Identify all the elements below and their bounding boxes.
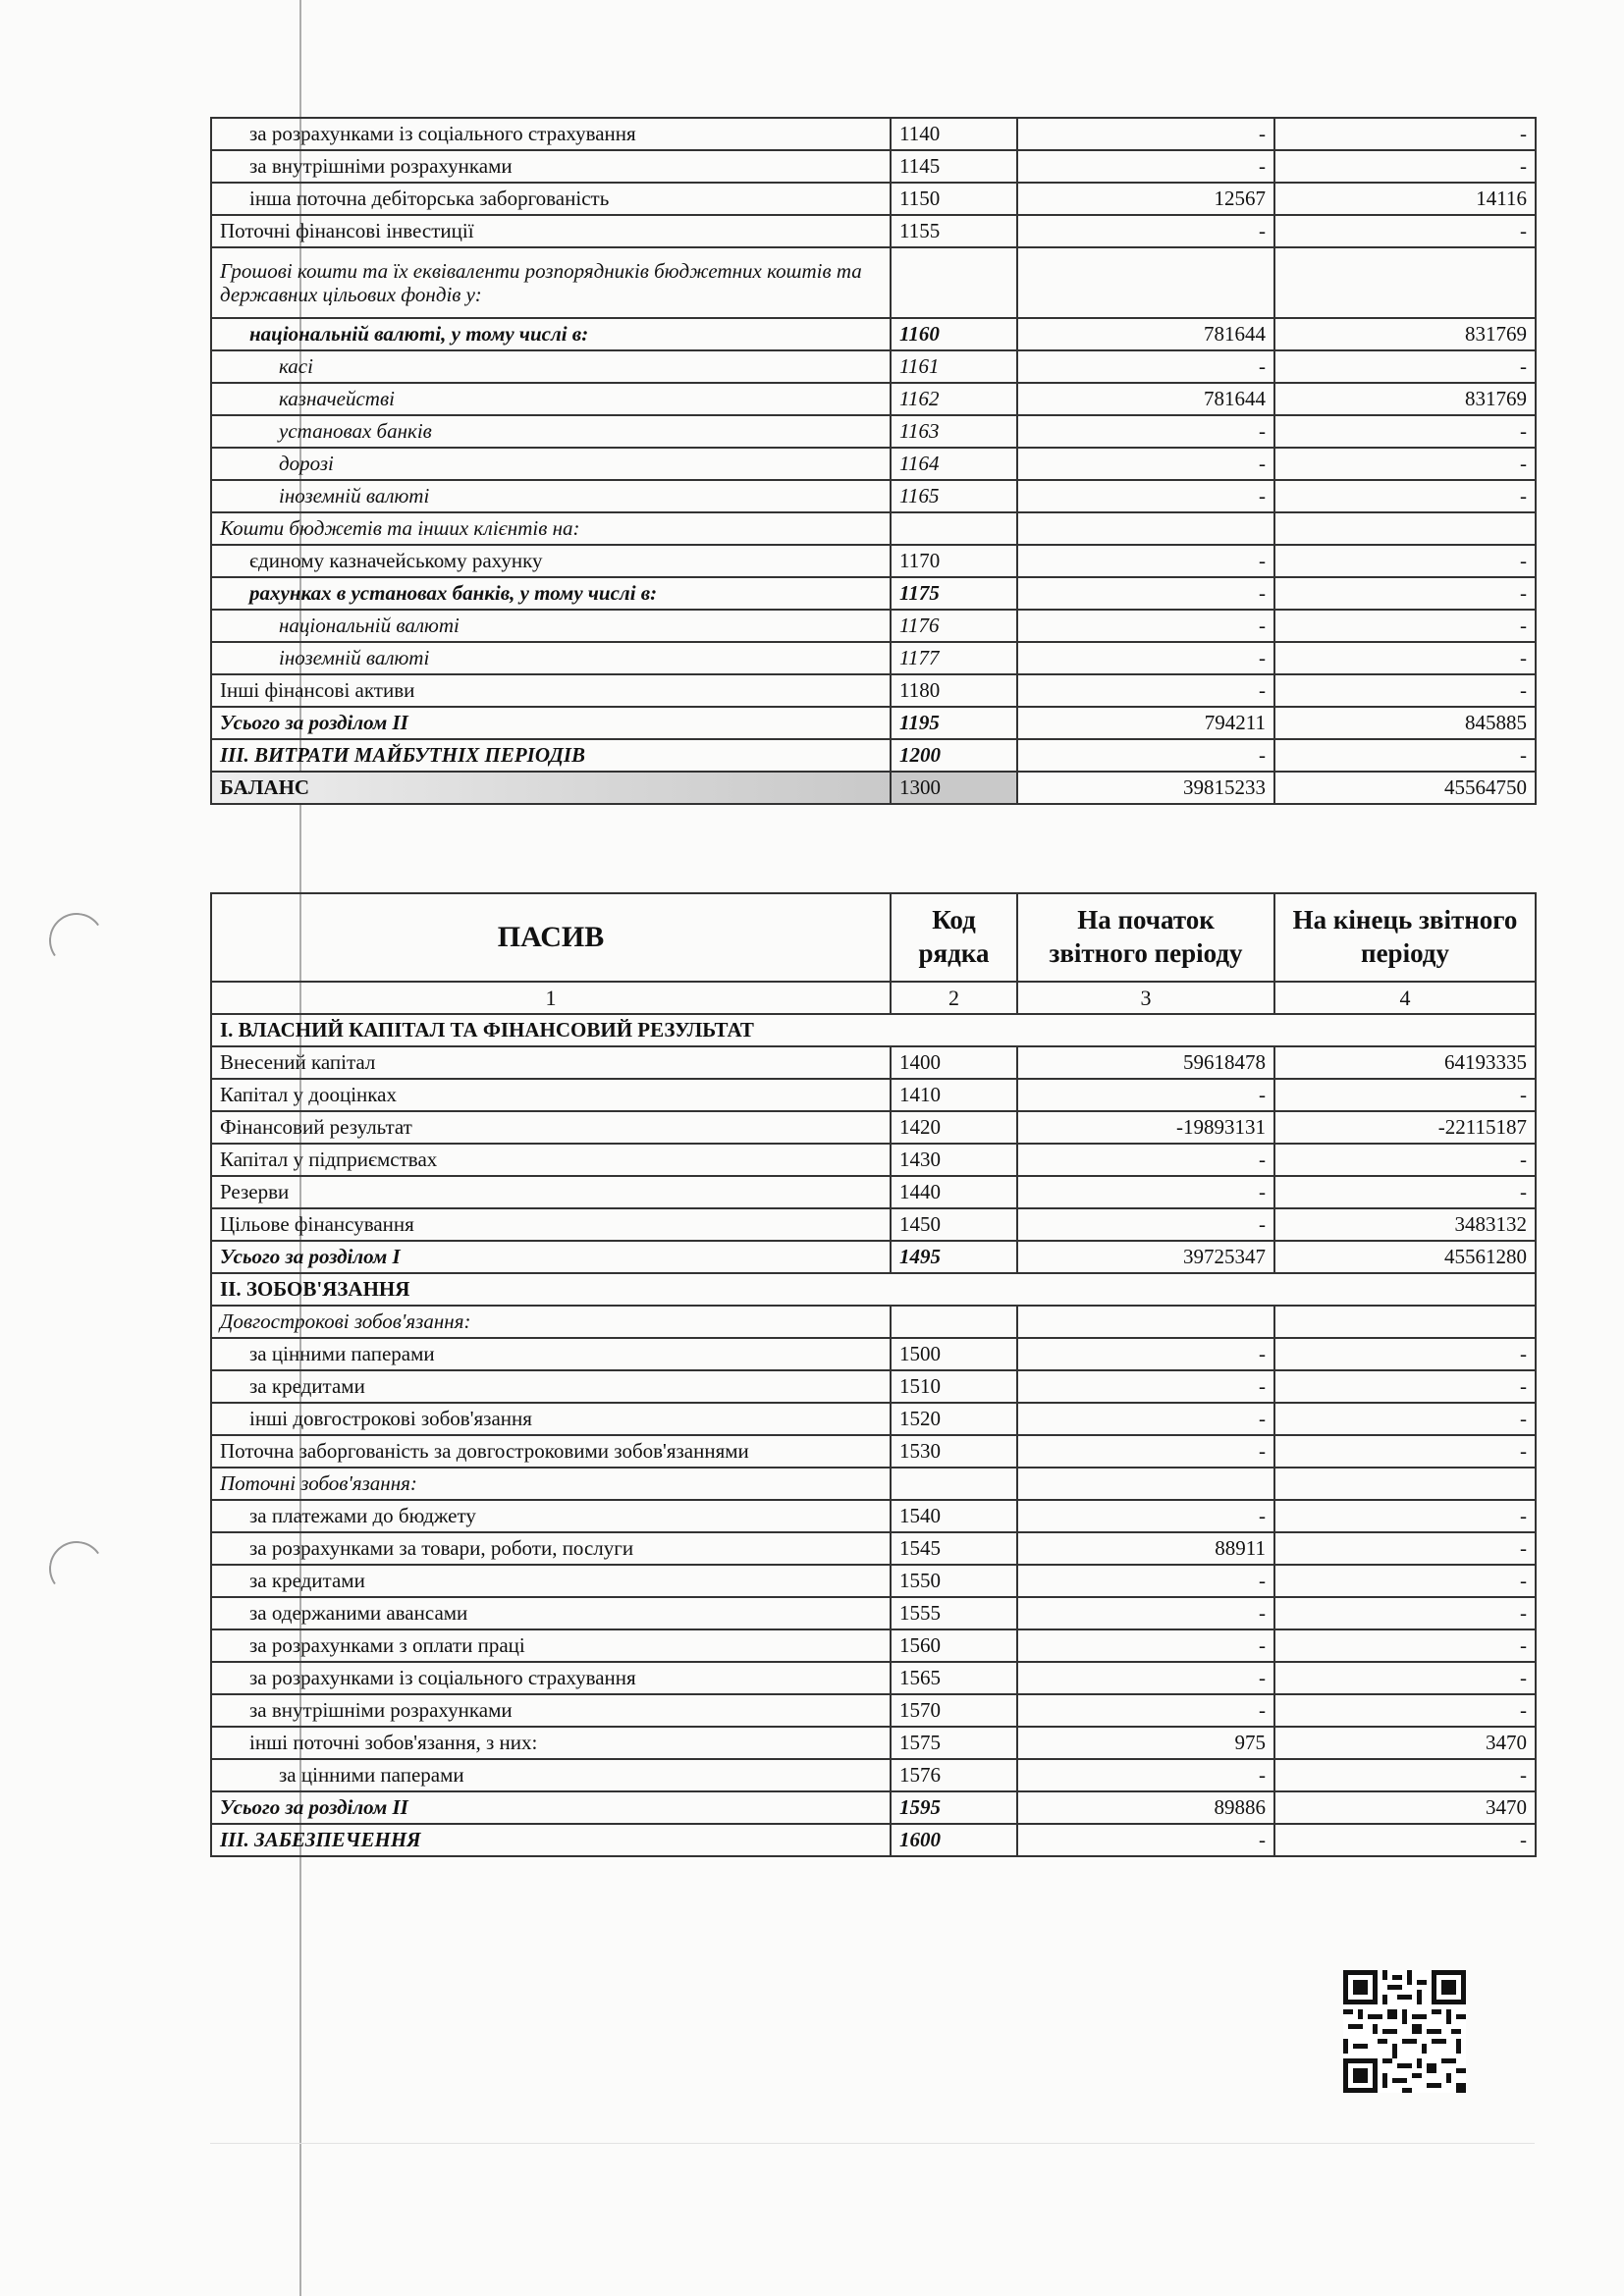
value-start-period: - [1017,215,1274,247]
row-label: за розрахунками із соціального страхування [211,1662,891,1694]
table-row [211,1500,1536,1532]
value-end-period: - [1274,1565,1536,1597]
value-end-period: - [1274,1597,1536,1629]
table-row [211,772,1536,804]
row-label: національній валюті [211,610,891,642]
row-label: Кошти бюджетів та інших клієнтів на: [211,512,891,545]
row-label: III. ВИТРАТИ МАЙБУТНІХ ПЕРІОДІВ [211,739,891,772]
table-row [211,1694,1536,1727]
value-start-period: - [1017,577,1274,610]
value-end-period: - [1274,739,1536,772]
value-start-period: - [1017,610,1274,642]
row-label: казначействі [211,383,891,415]
row-code: 1195 [891,707,1017,739]
value-start-period: - [1017,1176,1274,1208]
value-start-period: 39725347 [1017,1241,1274,1273]
row-label: інша поточна дебіторська заборгованість [211,183,891,215]
row-label: інші поточні зобов'язання, з них: [211,1727,891,1759]
row-code: 1555 [891,1597,1017,1629]
row-code [891,1468,1017,1500]
row-code: 1145 [891,150,1017,183]
punch-hole-mark [45,1537,109,1601]
row-code: 1175 [891,577,1017,610]
value-end-period: - [1274,150,1536,183]
row-code: 1560 [891,1629,1017,1662]
header-end-period: На кінець звітного періоду [1274,893,1536,982]
row-label: Поточна заборгованість за довгостроковими зобов'язаннями [211,1435,891,1468]
assets-table-body [211,118,1536,804]
row-code: 1161 [891,350,1017,383]
table-row [211,739,1536,772]
table-row [211,1662,1536,1694]
value-start-period: - [1017,1144,1274,1176]
table-row [211,1176,1536,1208]
table-row [211,1208,1536,1241]
row-code: 1165 [891,480,1017,512]
value-start-period: 12567 [1017,183,1274,215]
table-row [211,1727,1536,1759]
row-label: рахунках в установах банків, у тому числі в: [211,577,891,610]
row-label: за розрахунками за товари, роботи, послуги [211,1532,891,1565]
row-code: 1150 [891,183,1017,215]
table-row [211,215,1536,247]
value-end-period [1274,247,1536,318]
row-label: Фінансовий результат [211,1111,891,1144]
row-code: 1540 [891,1500,1017,1532]
punch-hole-mark [45,909,109,973]
value-start-period: - [1017,674,1274,707]
value-end-period: - [1274,1662,1536,1694]
row-code: 1575 [891,1727,1017,1759]
value-start-period: - [1017,1079,1274,1111]
table-row [211,1824,1536,1856]
row-label: за кредитами [211,1565,891,1597]
value-end-period: - [1274,1694,1536,1727]
row-code: 1163 [891,415,1017,448]
value-end-period: - [1274,415,1536,448]
value-start-period: - [1017,1662,1274,1694]
value-start-period: - [1017,350,1274,383]
column-index: 4 [1274,982,1536,1014]
value-end-period: - [1274,610,1536,642]
row-label: Капітал у підприємствах [211,1144,891,1176]
value-start-period: - [1017,739,1274,772]
value-start-period: 794211 [1017,707,1274,739]
row-code: 1177 [891,642,1017,674]
value-start-period: 59618478 [1017,1046,1274,1079]
value-end-period: - [1274,1629,1536,1662]
row-label: національній валюті, у тому числі в: [211,318,891,350]
row-code: 1200 [891,739,1017,772]
table-row [211,350,1536,383]
row-label: Довгострокові зобов'язання: [211,1306,891,1338]
column-index: 3 [1017,982,1274,1014]
value-end-period: 14116 [1274,183,1536,215]
value-start-period: - [1017,1597,1274,1629]
row-code: 1420 [891,1111,1017,1144]
value-end-period: - [1274,1338,1536,1370]
row-label: касі [211,350,891,383]
value-end-period: - [1274,1500,1536,1532]
table-row [211,183,1536,215]
row-label: за внутрішніми розрахунками [211,1694,891,1727]
row-code: 1440 [891,1176,1017,1208]
value-end-period: 64193335 [1274,1046,1536,1079]
value-start-period [1017,512,1274,545]
row-code: 1400 [891,1046,1017,1079]
row-code: 1595 [891,1791,1017,1824]
table-row [211,1144,1536,1176]
value-start-period: - [1017,642,1274,674]
row-label: за розрахунками з оплати праці [211,1629,891,1662]
value-start-period: - [1017,1403,1274,1435]
value-start-period: - [1017,150,1274,183]
table-row [211,1079,1536,1111]
value-end-period: 45564750 [1274,772,1536,804]
row-label: за кредитами [211,1370,891,1403]
value-end-period: - [1274,1435,1536,1468]
row-code: 1170 [891,545,1017,577]
table-row [211,1791,1536,1824]
value-start-period: 781644 [1017,383,1274,415]
row-label: іноземній валюті [211,480,891,512]
table-row [211,150,1536,183]
value-start-period: - [1017,1565,1274,1597]
row-code: 1450 [891,1208,1017,1241]
row-label: Інші фінансові активи [211,674,891,707]
value-end-period: 845885 [1274,707,1536,739]
header-start-period: На початок звітного періоду [1017,893,1274,982]
liabilities-header-row [211,893,1536,982]
row-label: Грошові кошти та їх еквіваленти розпорядників бюджетних коштів та державних цільових фондів у: [211,247,891,318]
row-label: установах банків [211,415,891,448]
value-start-period: - [1017,1629,1274,1662]
value-end-period [1274,1306,1536,1338]
row-code: 1160 [891,318,1017,350]
row-code: 1162 [891,383,1017,415]
value-end-period: - [1274,642,1536,674]
table-row [211,545,1536,577]
table-row [211,448,1536,480]
row-code [891,512,1017,545]
value-end-period: - [1274,215,1536,247]
value-start-period: 975 [1017,1727,1274,1759]
table-row [211,318,1536,350]
row-code: 1510 [891,1370,1017,1403]
value-start-period [1017,1306,1274,1338]
table-row [211,707,1536,739]
row-code: 1410 [891,1079,1017,1111]
value-start-period [1017,247,1274,318]
row-label: іноземній валюті [211,642,891,674]
table-row [211,512,1536,545]
value-start-period: - [1017,1370,1274,1403]
value-start-period: - [1017,118,1274,150]
value-start-period: 781644 [1017,318,1274,350]
row-label: Усього за розділом II [211,707,891,739]
table-row [211,642,1536,674]
value-end-period: 3470 [1274,1727,1536,1759]
row-label: Поточні фінансові інвестиції [211,215,891,247]
table-row [211,1046,1536,1079]
table-row [211,1532,1536,1565]
value-end-period: - [1274,350,1536,383]
table-row [211,118,1536,150]
value-start-period: - [1017,448,1274,480]
value-start-period: -19893131 [1017,1111,1274,1144]
row-code: 1520 [891,1403,1017,1435]
value-end-period: - [1274,577,1536,610]
table-row [211,415,1536,448]
column-index: 2 [891,982,1017,1014]
value-end-period: - [1274,1370,1536,1403]
value-end-period [1274,1468,1536,1500]
value-end-period: 3483132 [1274,1208,1536,1241]
table-row [211,1759,1536,1791]
value-end-period: 831769 [1274,383,1536,415]
row-code: 1545 [891,1532,1017,1565]
row-code: 1500 [891,1338,1017,1370]
value-end-period: - [1274,674,1536,707]
row-code: 1430 [891,1144,1017,1176]
value-end-period: - [1274,1759,1536,1791]
table-row [211,1597,1536,1629]
value-end-period: -22115187 [1274,1111,1536,1144]
table-row [211,1565,1536,1597]
row-label: Поточні зобов'язання: [211,1468,891,1500]
row-label: інші довгострокові зобов'язання [211,1403,891,1435]
row-label: III. ЗАБЕЗПЕЧЕННЯ [211,1824,891,1856]
table-row [211,1370,1536,1403]
assets-continuation-table [210,117,1537,805]
row-label: за цінними паперами [211,1338,891,1370]
value-end-period: 831769 [1274,318,1536,350]
table-row [211,1273,1536,1306]
table-row [211,1338,1536,1370]
row-code: 1180 [891,674,1017,707]
row-code: 1600 [891,1824,1017,1856]
value-start-period: 89886 [1017,1791,1274,1824]
row-label: Усього за розділом I [211,1241,891,1273]
table-row [211,1014,1536,1046]
row-label: за платежами до бюджету [211,1500,891,1532]
table-row [211,480,1536,512]
row-label: Резерви [211,1176,891,1208]
value-end-period: - [1274,1144,1536,1176]
value-start-period: - [1017,545,1274,577]
table-row [211,1241,1536,1273]
value-end-period: - [1274,118,1536,150]
row-code: 1176 [891,610,1017,642]
value-start-period: - [1017,480,1274,512]
value-start-period: - [1017,1694,1274,1727]
value-end-period: - [1274,480,1536,512]
value-start-period: - [1017,1500,1274,1532]
footer-divider [210,2143,1535,2144]
row-code: 1300 [891,772,1017,804]
row-label: БАЛАНС [211,772,891,804]
value-start-period: - [1017,1435,1274,1468]
qr-code-icon [1343,1970,1466,2093]
table-row [211,1111,1536,1144]
value-end-period: 3470 [1274,1791,1536,1824]
value-end-period: - [1274,1532,1536,1565]
section-heading: I. ВЛАСНИЙ КАПІТАЛ ТА ФІНАНСОВИЙ РЕЗУЛЬТАТ [211,1014,1536,1046]
table-row [211,247,1536,318]
value-start-period: - [1017,1759,1274,1791]
table-row [211,674,1536,707]
header-passiv: ПАСИВ [211,893,891,982]
value-start-period: 88911 [1017,1532,1274,1565]
value-start-period [1017,1468,1274,1500]
row-label: за внутрішніми розрахунками [211,150,891,183]
column-index-row [211,982,1536,1014]
row-label: Внесений капітал [211,1046,891,1079]
value-end-period: - [1274,1403,1536,1435]
value-start-period: - [1017,415,1274,448]
value-start-period: - [1017,1338,1274,1370]
row-code: 1550 [891,1565,1017,1597]
row-code [891,247,1017,318]
table-row [211,577,1536,610]
row-label: Усього за розділом II [211,1791,891,1824]
row-code: 1155 [891,215,1017,247]
table-row [211,610,1536,642]
table-row [211,1403,1536,1435]
row-label: за розрахунками із соціального страхування [211,118,891,150]
value-end-period: - [1274,545,1536,577]
value-start-period: - [1017,1208,1274,1241]
table-row [211,1306,1536,1338]
value-end-period: 45561280 [1274,1241,1536,1273]
row-code: 1495 [891,1241,1017,1273]
row-label: за одержаними авансами [211,1597,891,1629]
section-heading: II. ЗОБОВ'ЯЗАННЯ [211,1273,1536,1306]
table-row [211,383,1536,415]
value-start-period: 39815233 [1017,772,1274,804]
table-row [211,1435,1536,1468]
value-end-period: - [1274,1079,1536,1111]
row-label: Цільове фінансування [211,1208,891,1241]
row-code: 1164 [891,448,1017,480]
row-code: 1530 [891,1435,1017,1468]
row-code: 1570 [891,1694,1017,1727]
table-row [211,1629,1536,1662]
liabilities-table [210,892,1537,1857]
value-end-period: - [1274,448,1536,480]
liabilities-table-body [211,1014,1536,1856]
value-end-period: - [1274,1824,1536,1856]
row-code [891,1306,1017,1338]
value-end-period: - [1274,1176,1536,1208]
table-row [211,1468,1536,1500]
header-code: Код рядка [891,893,1017,982]
row-code: 1576 [891,1759,1017,1791]
row-label: єдиному казначейському рахунку [211,545,891,577]
row-label: Капітал у дооцінках [211,1079,891,1111]
column-index: 1 [211,982,891,1014]
row-code: 1565 [891,1662,1017,1694]
value-start-period: - [1017,1824,1274,1856]
row-label: дорозі [211,448,891,480]
row-label: за цінними паперами [211,1759,891,1791]
row-code: 1140 [891,118,1017,150]
value-end-period [1274,512,1536,545]
